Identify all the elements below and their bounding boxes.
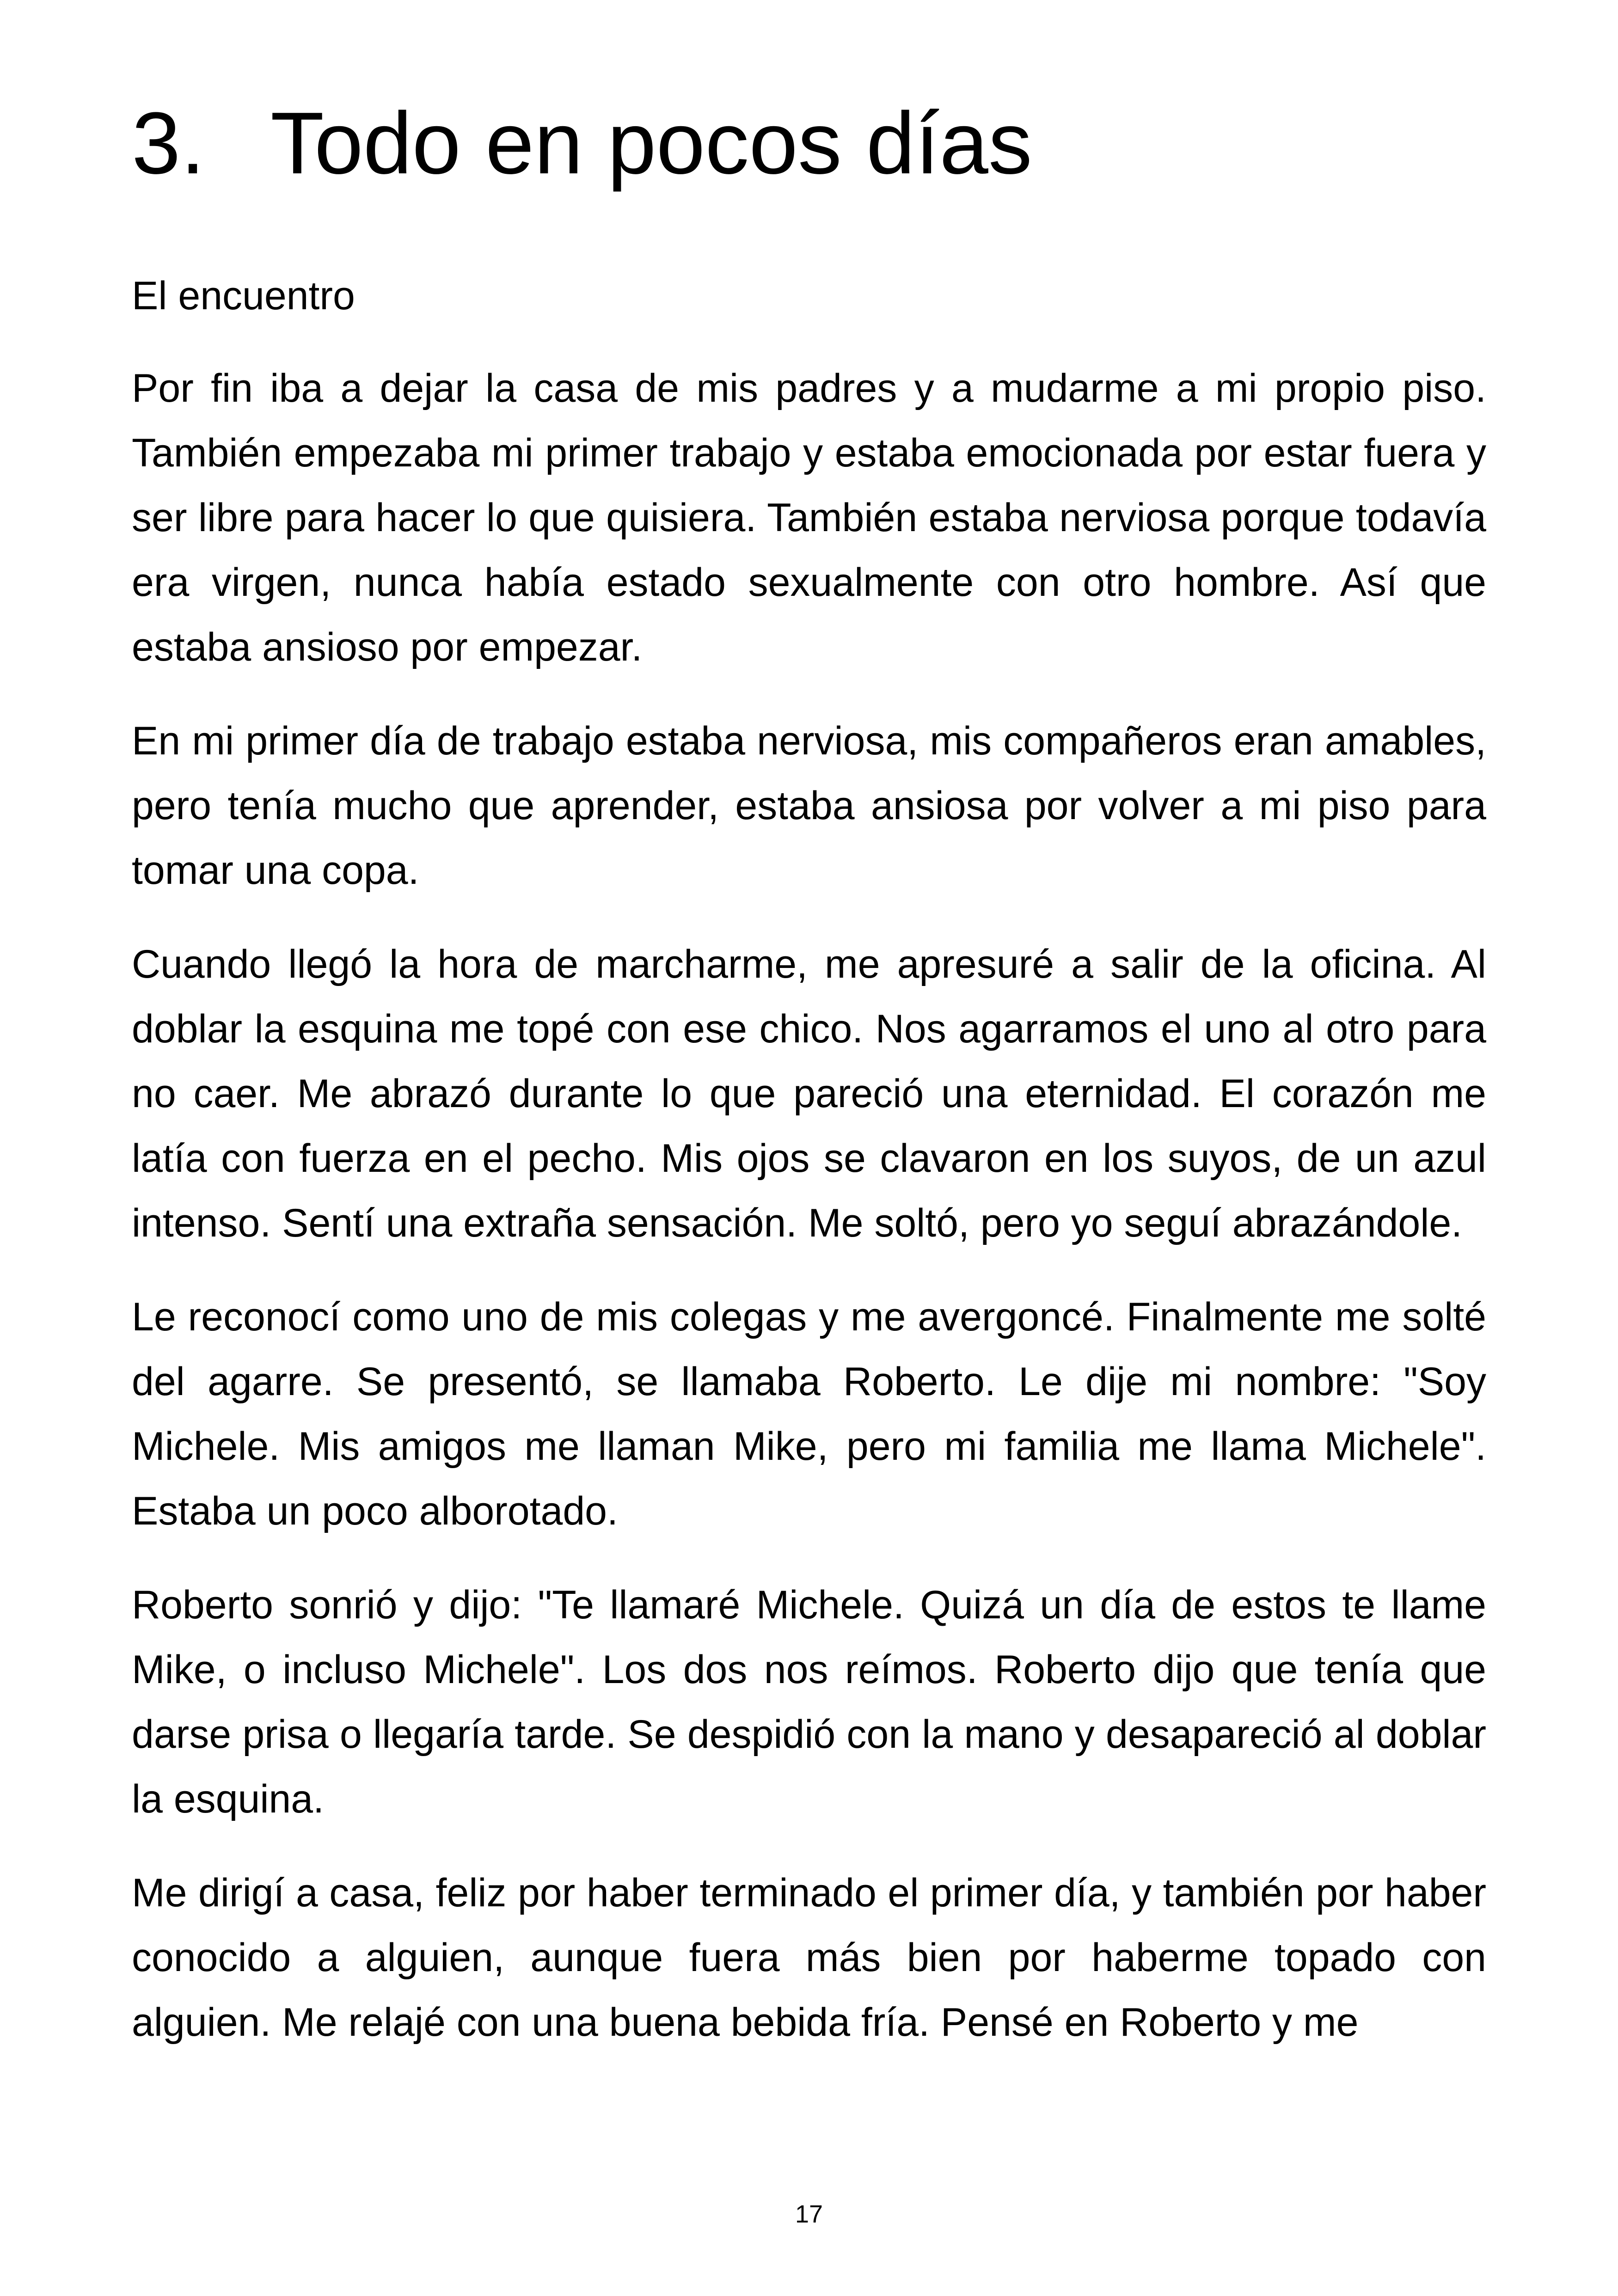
chapter-title (132, 83, 1032, 203)
paragraph-1: Por fin iba a dejar la casa de mis padres y a mudarme a mi propio piso. También empezaba mi primer trabajo y estaba emocionada por estar fuera y ser libre para hacer lo que quisiera. También estaba nerviosa porque todavía era virgen, nunca había estado sexualmente con otro hombre. Así que estaba ansioso por empezar. (132, 366, 1486, 669)
section-heading: El encuentro (132, 274, 355, 318)
paragraph-4: Le reconocí como uno de mis colegas y me avergoncé. Finalmente me solté del agarre. Se presentó, se llamaba Roberto. Le dije mi nombre: "Soy Michele. Mis amigos me llaman Mike, pero mi familia me llama Michele". Estaba un poco alborotado. (132, 1295, 1486, 1533)
page-number: 17 (795, 2200, 823, 2228)
chapter-body (132, 263, 1486, 2084)
paragraph-2: En mi primer día de trabajo estaba nerviosa, mis compañeros eran amables, pero tenía mucho que aprender, estaba ansiosa por volver a mi piso para tomar una copa. (132, 719, 1486, 893)
paragraph-3: Cuando llegó la hora de marcharme, me apresuré a salir de la oficina. Al doblar la esquina me topé con ese chico. Nos agarramos el uno al otro para no caer. Me abrazó durante lo que pareció una eternidad. El corazón me latía con fuerza en el pecho. Mis ojos se clavaron en los suyos, de un azul intenso. Sentí una extraña sensación. Me soltó, pero yo seguí abrazándole. (132, 942, 1486, 1245)
chapter-title-text: Todo en pocos días (270, 94, 1032, 192)
chapter-number: 3. (132, 94, 205, 192)
paragraph-5: Roberto sonrió y dijo: "Te llamaré Michele. Quizá un día de estos te llame Mike, o incluso Michele". Los dos nos reímos. Roberto dijo que tenía que darse prisa o llegaría tarde. Se despidió con la mano y desapareció al doblar la esquina. (132, 1583, 1486, 1821)
paragraph-6: Me dirigí a casa, feliz por haber terminado el primer día, y también por haber conocido a alguien, aunque fuera más bien por haberme topado con alguien. Me relajé con una buena bebida fría. Pensé en Roberto y me (132, 1871, 1486, 2045)
